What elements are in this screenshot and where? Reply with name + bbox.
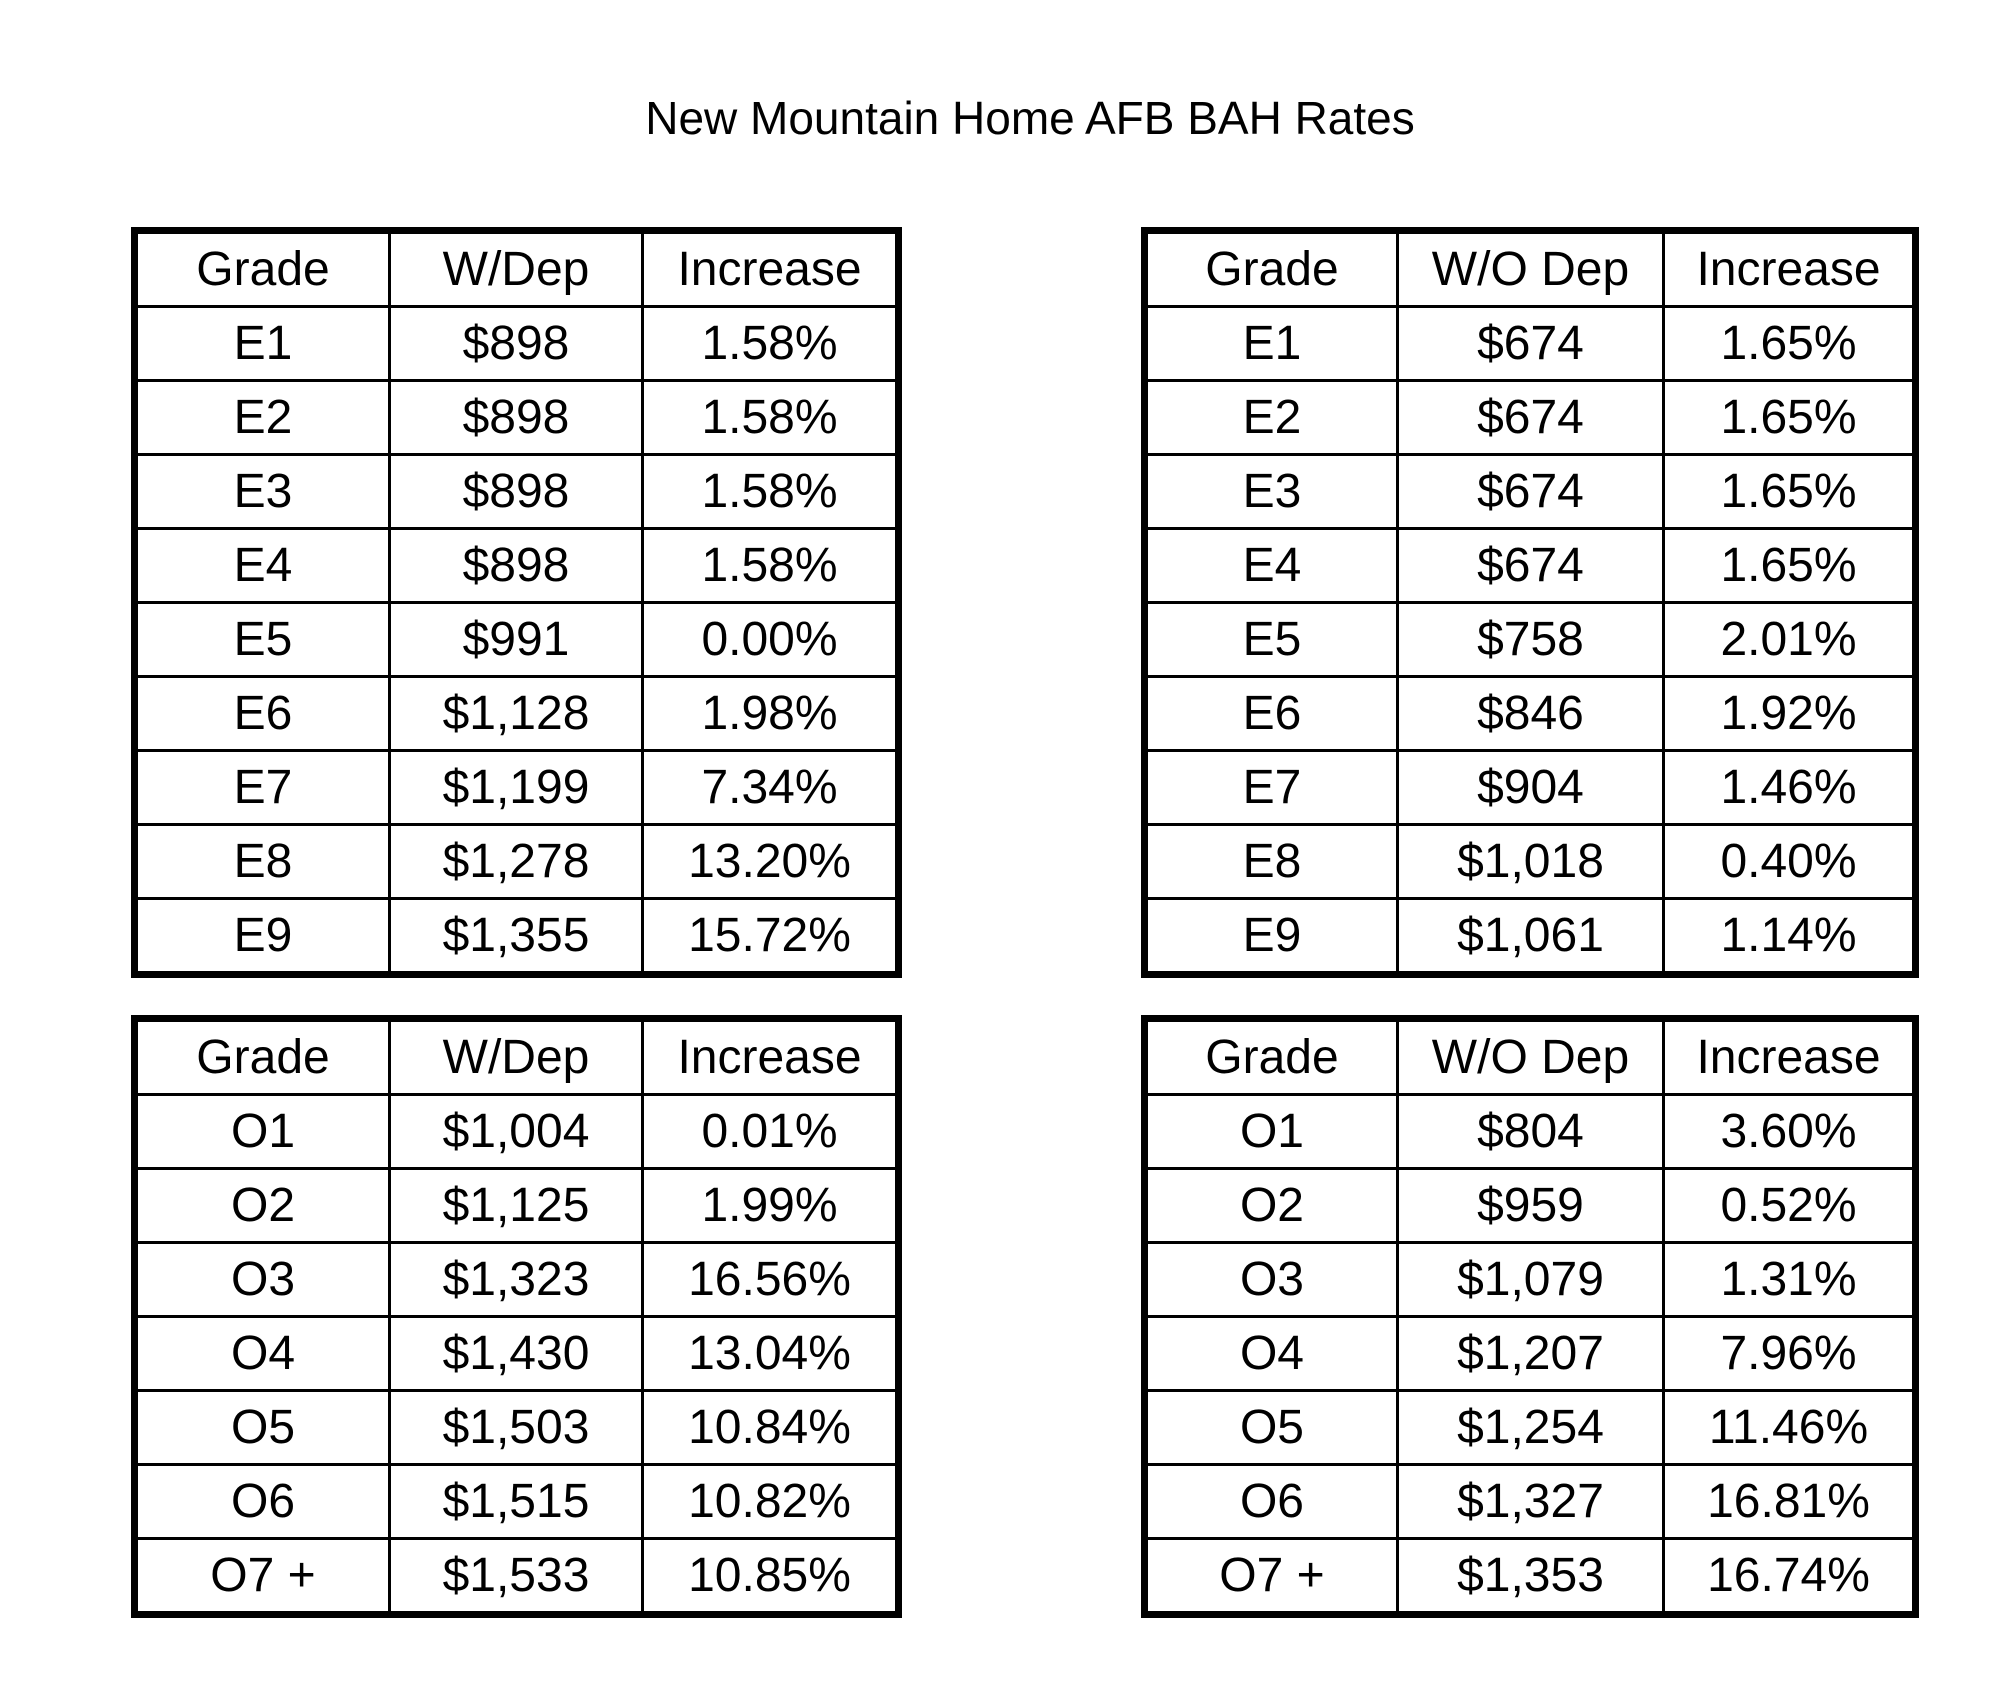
rate-header: W/O Dep: [1397, 231, 1663, 307]
table-row: [1145, 751, 1916, 825]
rate-cell: $898: [390, 307, 643, 381]
grade-cell: O1: [135, 1095, 390, 1169]
grade-cell: O1: [1145, 1095, 1398, 1169]
table-row: [1145, 825, 1916, 899]
increase-cell: 11.46%: [1664, 1391, 1916, 1465]
table-row: [1145, 307, 1916, 381]
grade-cell: E2: [1145, 381, 1398, 455]
increase-cell: 1.31%: [1664, 1243, 1916, 1317]
rate-cell: $1,254: [1397, 1391, 1663, 1465]
rate-cell: $1,533: [390, 1539, 643, 1615]
grade-cell: E4: [135, 529, 390, 603]
grade-cell: O2: [1145, 1169, 1398, 1243]
grade-cell: O5: [135, 1391, 390, 1465]
rate-cell: $1,079: [1397, 1243, 1663, 1317]
increase-cell: 1.65%: [1664, 307, 1916, 381]
increase-cell: 0.00%: [642, 603, 898, 677]
rate-cell: $898: [390, 529, 643, 603]
increase-cell: 16.81%: [1664, 1465, 1916, 1539]
rate-cell: $1,207: [1397, 1317, 1663, 1391]
rate-cell: $1,128: [390, 677, 643, 751]
grade-cell: E8: [1145, 825, 1398, 899]
increase-cell: 1.65%: [1664, 455, 1916, 529]
increase-cell: 15.72%: [642, 899, 898, 975]
grade-cell: E6: [1145, 677, 1398, 751]
increase-cell: 10.85%: [642, 1539, 898, 1615]
increase-cell: 1.14%: [1664, 899, 1916, 975]
table-row: [1145, 1169, 1916, 1243]
officer-without-dep-table: [1141, 1015, 1919, 1618]
increase-cell: 0.52%: [1664, 1169, 1916, 1243]
grade-cell: E1: [135, 307, 390, 381]
rate-header: W/O Dep: [1397, 1019, 1663, 1095]
grade-cell: O2: [135, 1169, 390, 1243]
increase-cell: 0.40%: [1664, 825, 1916, 899]
increase-cell: 13.20%: [642, 825, 898, 899]
table-header-row: [1145, 1019, 1916, 1095]
table-header-row: [135, 231, 899, 307]
grade-header: Grade: [135, 1019, 390, 1095]
increase-header: Increase: [1664, 231, 1916, 307]
increase-cell: 1.58%: [642, 381, 898, 455]
table-row: [135, 1095, 899, 1169]
table-row: [1145, 381, 1916, 455]
table-row: [1145, 1391, 1916, 1465]
increase-cell: 1.58%: [642, 307, 898, 381]
increase-cell: 10.84%: [642, 1391, 898, 1465]
table-row: [135, 1465, 899, 1539]
table-row: [135, 751, 899, 825]
rate-cell: $1,061: [1397, 899, 1663, 975]
table-row: [1145, 1095, 1916, 1169]
increase-cell: 1.46%: [1664, 751, 1916, 825]
table-row: [135, 529, 899, 603]
grade-cell: O7 +: [1145, 1539, 1398, 1615]
rate-cell: $959: [1397, 1169, 1663, 1243]
increase-cell: 1.65%: [1664, 529, 1916, 603]
rate-cell: $1,018: [1397, 825, 1663, 899]
grade-cell: O6: [135, 1465, 390, 1539]
rate-cell: $1,125: [390, 1169, 643, 1243]
rate-cell: $1,355: [390, 899, 643, 975]
rate-cell: $1,327: [1397, 1465, 1663, 1539]
grade-cell: E6: [135, 677, 390, 751]
rate-cell: $674: [1397, 307, 1663, 381]
increase-cell: 2.01%: [1664, 603, 1916, 677]
enlisted-with-dep-table: [131, 227, 902, 978]
rate-cell: $804: [1397, 1095, 1663, 1169]
grade-cell: O6: [1145, 1465, 1398, 1539]
increase-cell: 1.92%: [1664, 677, 1916, 751]
table-row: [135, 455, 899, 529]
increase-cell: 16.74%: [1664, 1539, 1916, 1615]
table-row: [1145, 677, 1916, 751]
table-row: [1145, 1465, 1916, 1539]
grade-cell: E7: [1145, 751, 1398, 825]
rate-cell: $1,353: [1397, 1539, 1663, 1615]
increase-cell: 13.04%: [642, 1317, 898, 1391]
increase-cell: 1.58%: [642, 529, 898, 603]
increase-cell: 10.82%: [642, 1465, 898, 1539]
grade-cell: E9: [1145, 899, 1398, 975]
officer-with-dep-table: [131, 1015, 902, 1618]
table-row: [135, 1169, 899, 1243]
grade-cell: E3: [1145, 455, 1398, 529]
grade-cell: O4: [135, 1317, 390, 1391]
grade-cell: E2: [135, 381, 390, 455]
page-title: New Mountain Home AFB BAH Rates: [645, 92, 1415, 144]
grade-cell: O4: [1145, 1317, 1398, 1391]
increase-cell: 1.58%: [642, 455, 898, 529]
grade-cell: E5: [135, 603, 390, 677]
table-row: [1145, 455, 1916, 529]
grade-cell: E8: [135, 825, 390, 899]
rate-cell: $674: [1397, 529, 1663, 603]
rate-cell: $898: [390, 381, 643, 455]
increase-header: Increase: [1664, 1019, 1916, 1095]
table-row: [135, 1539, 899, 1615]
rate-cell: $1,323: [390, 1243, 643, 1317]
table-row: [1145, 899, 1916, 975]
table-row: [135, 381, 899, 455]
rate-cell: $674: [1397, 455, 1663, 529]
table-header-row: [1145, 231, 1916, 307]
rate-cell: $1,199: [390, 751, 643, 825]
increase-cell: 1.99%: [642, 1169, 898, 1243]
table-row: [135, 307, 899, 381]
increase-header: Increase: [642, 231, 898, 307]
table-row: [1145, 1539, 1916, 1615]
grade-cell: E1: [1145, 307, 1398, 381]
rate-cell: $898: [390, 455, 643, 529]
rate-cell: $1,430: [390, 1317, 643, 1391]
grade-header: Grade: [135, 231, 390, 307]
grade-cell: O3: [135, 1243, 390, 1317]
rate-cell: $1,515: [390, 1465, 643, 1539]
table-row: [1145, 1317, 1916, 1391]
rate-cell: $991: [390, 603, 643, 677]
grade-cell: O3: [1145, 1243, 1398, 1317]
increase-cell: 7.96%: [1664, 1317, 1916, 1391]
enlisted-without-dep-table: [1141, 227, 1919, 978]
grade-cell: E4: [1145, 529, 1398, 603]
increase-cell: 0.01%: [642, 1095, 898, 1169]
rate-cell: $1,503: [390, 1391, 643, 1465]
rate-cell: $758: [1397, 603, 1663, 677]
rate-cell: $904: [1397, 751, 1663, 825]
table-row: [135, 825, 899, 899]
rate-header: W/Dep: [390, 1019, 643, 1095]
table-row: [135, 1243, 899, 1317]
increase-cell: 1.65%: [1664, 381, 1916, 455]
table-row: [135, 603, 899, 677]
rate-cell: $1,278: [390, 825, 643, 899]
increase-cell: 1.98%: [642, 677, 898, 751]
grade-header: Grade: [1145, 1019, 1398, 1095]
grade-cell: E7: [135, 751, 390, 825]
increase-cell: 3.60%: [1664, 1095, 1916, 1169]
table-row: [135, 899, 899, 975]
rate-cell: $674: [1397, 381, 1663, 455]
table-row: [135, 1391, 899, 1465]
grade-cell: E9: [135, 899, 390, 975]
table-row: [1145, 529, 1916, 603]
table-row: [1145, 1243, 1916, 1317]
rate-cell: $846: [1397, 677, 1663, 751]
table-header-row: [135, 1019, 899, 1095]
grade-cell: E3: [135, 455, 390, 529]
rate-cell: $1,004: [390, 1095, 643, 1169]
increase-header: Increase: [642, 1019, 898, 1095]
increase-cell: 7.34%: [642, 751, 898, 825]
grade-header: Grade: [1145, 231, 1398, 307]
increase-cell: 16.56%: [642, 1243, 898, 1317]
table-row: [135, 677, 899, 751]
rate-header: W/Dep: [390, 231, 643, 307]
grade-cell: O7 +: [135, 1539, 390, 1615]
grade-cell: E5: [1145, 603, 1398, 677]
table-row: [135, 1317, 899, 1391]
table-row: [1145, 603, 1916, 677]
grade-cell: O5: [1145, 1391, 1398, 1465]
